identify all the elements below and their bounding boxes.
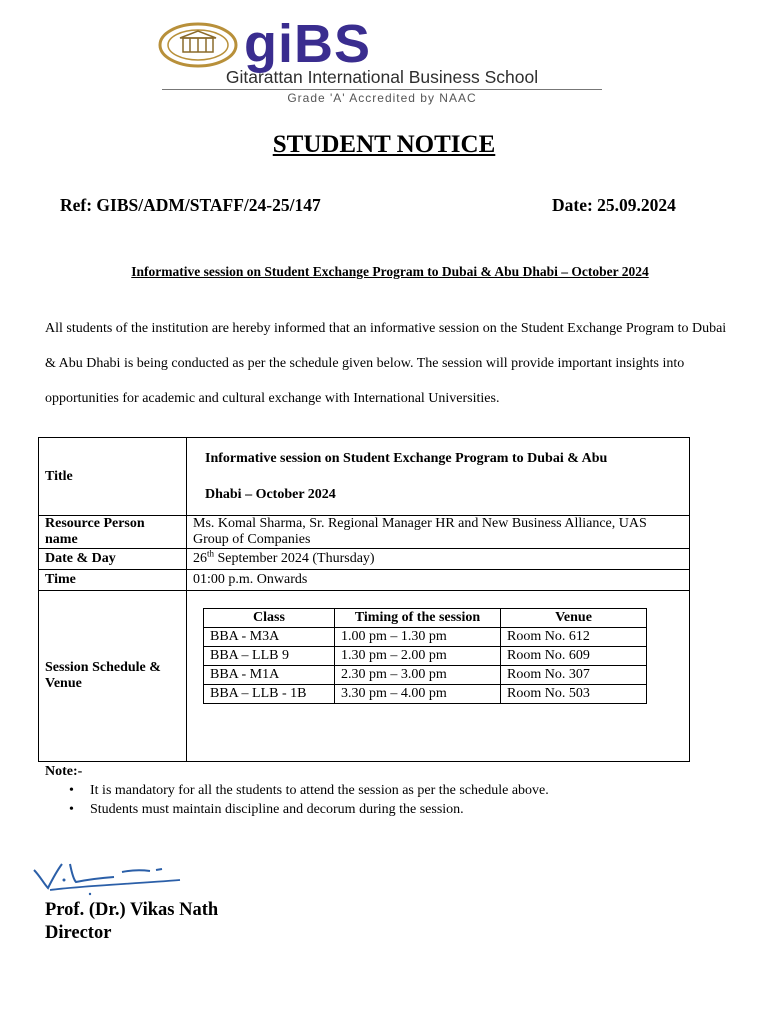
table-row [39,438,690,516]
resource-person-label: Resource Person name [39,516,187,549]
schedule-venue: Room No. 307 [501,666,647,685]
table-row [39,549,690,570]
table-row [39,516,690,549]
schedule-label: Session Schedule & Venue [39,591,187,762]
schedule-header-venue: Venue [501,609,647,628]
session-details-table [38,437,690,762]
notice-body: All students of the institution are hereby informed that an informative session on the Student Exchange Program to Dubai & Abu Dhabi is being conducted as per the schedule given below. The session will provide important insights into opportunities for academic and cultural exchange with International Universities. [45,321,727,406]
signatory-name: Prof. (Dr.) Vikas Nath [45,900,219,920]
date-day-value [187,549,690,570]
schedule-header-timing: Timing of the session [335,609,501,628]
notes-list [90,781,549,819]
schedule-cell [187,591,690,762]
date-day-suffix: th [207,548,215,559]
seal-emblem-icon [158,22,238,68]
title-value-line1: Informative session on Student Exchange Program to Dubai & Abu [205,450,608,466]
time-value: 01:00 p.m. Onwards [187,570,690,591]
table-row [204,647,647,666]
note-label: Note:- [45,764,83,779]
table-row [204,666,647,685]
schedule-timing: 1.30 pm – 2.00 pm [335,647,501,666]
schedule-header-class: Class [204,609,335,628]
schedule-venue: Room No. 503 [501,685,647,704]
notice-subject: Informative session on Student Exchange Program to Dubai & Abu Dhabi – October 2024 [131,264,649,279]
accreditation-line: Grade 'A' Accredited by NAAC [287,91,477,105]
table-row [204,628,647,647]
institution-name: Gitarattan International Business School [225,67,539,87]
logo-wordmark: giBS [244,14,372,74]
notice-date: Date: 25.09.2024 [552,195,676,215]
schedule-venue: Room No. 609 [501,647,647,666]
list-item: • It is mandatory for all the students to attend the session as per the schedule above. [90,781,549,800]
schedule-table [203,608,647,704]
schedule-timing: 1.00 pm – 1.30 pm [335,628,501,647]
schedule-class: BBA - M3A [204,628,335,647]
signature-mark [30,850,190,898]
schedule-class: BBA – LLB - 1B [204,685,335,704]
time-label: Time [39,570,187,591]
institution-logo [152,14,642,108]
schedule-header-row [204,609,647,628]
table-row [39,570,690,591]
list-item: • Students must maintain discipline and decorum during the session. [90,800,549,819]
schedule-timing: 3.30 pm – 4.00 pm [335,685,501,704]
schedule-class: BBA – LLB 9 [204,647,335,666]
title-value-line2: Dhabi – October 2024 [205,486,336,502]
title-value [187,438,690,516]
signatory-title: Director [45,923,112,943]
date-day-label: Date & Day [39,549,187,570]
schedule-timing: 2.30 pm – 3.00 pm [335,666,501,685]
schedule-venue: Room No. 612 [501,628,647,647]
table-row [204,685,647,704]
title-label: Title [39,438,187,516]
resource-person-value: Ms. Komal Sharma, Sr. Regional Manager HR and New Business Alliance, UAS Group of Companies [187,516,690,549]
schedule-class: BBA - M1A [204,666,335,685]
reference-number: Ref: GIBS/ADM/STAFF/24-25/147 [60,195,321,215]
date-day-rest: September 2024 (Thursday) [214,551,375,566]
notice-title: STUDENT NOTICE [272,131,496,158]
date-day-number: 26 [193,551,207,566]
table-row [39,591,690,762]
